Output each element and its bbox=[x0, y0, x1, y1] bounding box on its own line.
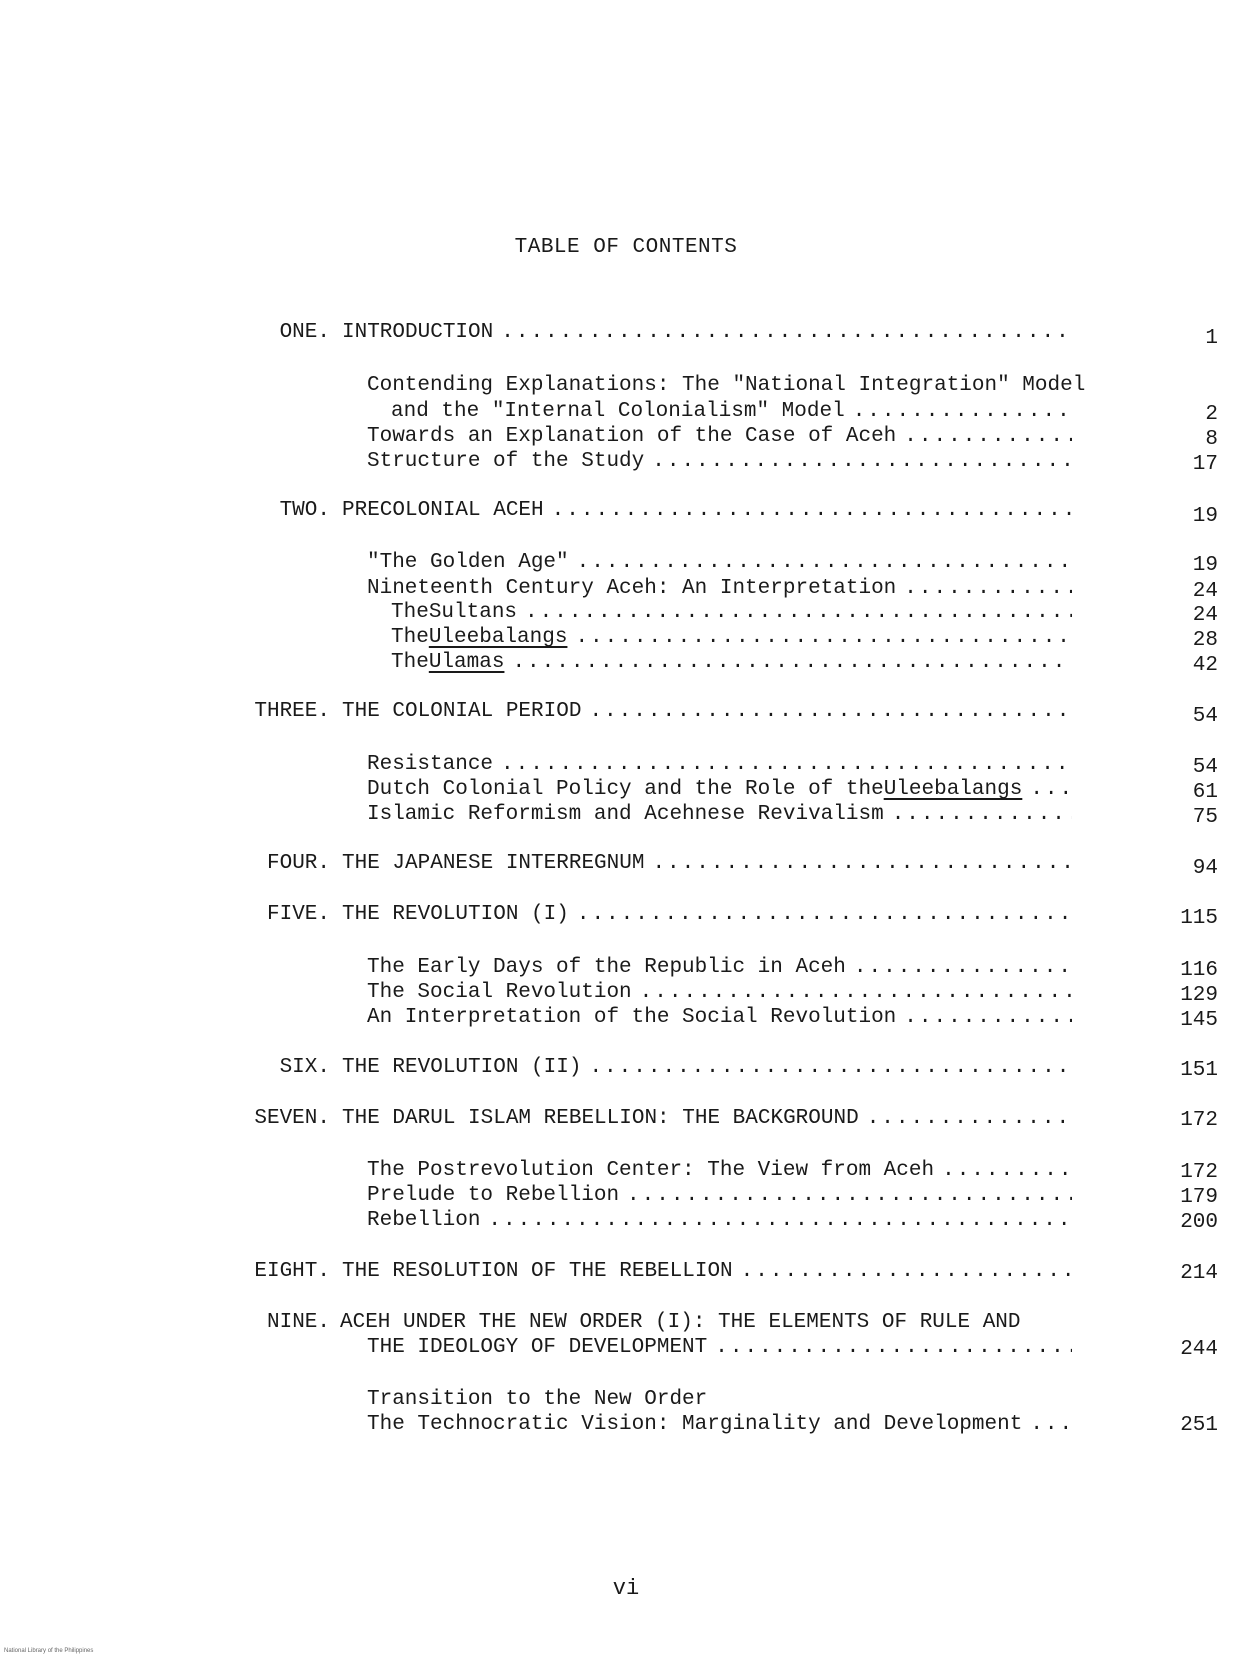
section-title: Contending Explanations: The "National Integration" Model bbox=[367, 374, 1086, 397]
leader-dots bbox=[904, 1005, 1072, 1031]
leader-dots bbox=[552, 498, 1072, 524]
chapter-title: INTRODUCTION bbox=[342, 321, 494, 344]
leader-dots bbox=[892, 802, 1072, 828]
page-number: 19 bbox=[1192, 554, 1218, 577]
chapter-number: EIGHT. bbox=[254, 1260, 330, 1283]
toc-entry-section[interactable] bbox=[367, 980, 1072, 1006]
page-number: 214 bbox=[1180, 1262, 1218, 1285]
leader-dots bbox=[488, 1208, 1072, 1234]
page-number: 28 bbox=[1192, 629, 1218, 652]
subsection-prefix: The bbox=[391, 626, 429, 649]
section-title: Nineteenth Century Aceh: An Interpretation bbox=[367, 577, 897, 600]
toc-entry-section[interactable] bbox=[367, 576, 1072, 602]
page-number: 172 bbox=[1180, 1161, 1218, 1184]
leader-dots bbox=[501, 320, 1072, 346]
section-title: Transition to the New Order bbox=[367, 1388, 708, 1411]
section-title: Resistance bbox=[367, 753, 494, 776]
chapter-number: THREE. bbox=[254, 700, 330, 723]
chapter-number: ONE. bbox=[279, 321, 330, 344]
toc-entry-section-continued[interactable] bbox=[391, 399, 1072, 425]
page-number: 42 bbox=[1192, 654, 1218, 677]
page-number: 61 bbox=[1192, 781, 1218, 804]
leader-dots bbox=[589, 1055, 1072, 1081]
chapter-number: FOUR. bbox=[266, 852, 330, 875]
toc-entry-subsection[interactable] bbox=[391, 625, 1072, 651]
toc-entry-section[interactable] bbox=[367, 373, 1087, 399]
subsection-title: Sultans bbox=[428, 601, 518, 624]
toc-entry-subsection[interactable] bbox=[391, 650, 1072, 676]
page-number: 116 bbox=[1180, 959, 1218, 982]
section-title: The Postrevolution Center: The View from Aceh bbox=[367, 1159, 935, 1182]
leader-dots bbox=[1030, 1412, 1072, 1438]
toc-entry-section[interactable] bbox=[367, 777, 1072, 803]
subsection-title: Ulamas bbox=[428, 651, 505, 674]
page-number: 172 bbox=[1180, 1109, 1218, 1132]
leader-dots bbox=[640, 980, 1072, 1006]
toc-entry-section[interactable] bbox=[367, 1005, 1072, 1031]
leader-dots bbox=[577, 550, 1072, 576]
page-number: 54 bbox=[1192, 705, 1218, 728]
toc-entry-chapter[interactable] bbox=[342, 1055, 1072, 1081]
page-number: 94 bbox=[1192, 857, 1218, 880]
chapter-number: NINE. bbox=[266, 1311, 330, 1334]
leader-dots bbox=[904, 576, 1072, 602]
page-number: 200 bbox=[1180, 1211, 1218, 1234]
page-number: 19 bbox=[1192, 505, 1218, 528]
section-title: An Interpretation of the Social Revolution bbox=[367, 1006, 897, 1029]
chapter-number: TWO. bbox=[279, 499, 330, 522]
leader-dots bbox=[652, 851, 1072, 877]
section-title: Structure of the Study bbox=[367, 450, 645, 473]
toc-entry-section[interactable] bbox=[367, 1412, 1072, 1438]
toc-title: TABLE OF CONTENTS bbox=[514, 236, 738, 259]
page-folio: vi bbox=[612, 1576, 640, 1601]
leader-dots bbox=[904, 424, 1072, 450]
chapter-title: THE REVOLUTION (II) bbox=[342, 1056, 582, 1079]
subsection-title: Uleebalangs bbox=[428, 626, 568, 649]
page-number: 17 bbox=[1192, 453, 1218, 476]
toc-entry-section[interactable] bbox=[367, 424, 1072, 450]
toc-entry-chapter[interactable] bbox=[342, 851, 1072, 877]
chapter-number: SEVEN. bbox=[254, 1107, 330, 1130]
toc-entry-section[interactable] bbox=[367, 752, 1072, 778]
subsection-prefix: The bbox=[391, 601, 429, 624]
page-number: 129 bbox=[1180, 984, 1218, 1007]
chapter-title: THE COLONIAL PERIOD bbox=[342, 700, 582, 723]
toc-entry-section[interactable] bbox=[367, 1183, 1072, 1209]
chapter-number: FIVE. bbox=[266, 903, 330, 926]
leader-dots bbox=[627, 1183, 1072, 1209]
section-title: The Social Revolution bbox=[367, 981, 632, 1004]
toc-entry-chapter[interactable] bbox=[342, 320, 1072, 346]
toc-entry-section[interactable] bbox=[367, 550, 1072, 576]
page-number: 2 bbox=[1205, 403, 1218, 426]
toc-entry-section[interactable] bbox=[367, 1208, 1072, 1234]
page-number: 24 bbox=[1192, 604, 1218, 627]
toc-entry-chapter[interactable] bbox=[340, 1310, 1080, 1336]
leader-dots bbox=[575, 625, 1072, 651]
page-number: 151 bbox=[1180, 1059, 1218, 1082]
chapter-title: THE REVOLUTION (I) bbox=[342, 903, 569, 926]
toc-entry-chapter[interactable] bbox=[342, 1259, 1072, 1285]
toc-entry-section[interactable] bbox=[367, 1158, 1072, 1184]
toc-entry-subsection[interactable] bbox=[391, 600, 1072, 626]
section-title: Uleebalangs bbox=[883, 778, 1023, 801]
section-title: "The Golden Age" bbox=[367, 551, 569, 574]
section-title: Rebellion bbox=[367, 1209, 481, 1232]
section-title: The Technocratic Vision: Marginality and Development bbox=[367, 1413, 1023, 1436]
section-title: and the "Internal Colonialism" Model bbox=[391, 400, 845, 423]
leader-dots bbox=[942, 1158, 1072, 1184]
leader-dots bbox=[741, 1259, 1072, 1285]
page-number: 1 bbox=[1205, 327, 1218, 350]
leader-dots bbox=[577, 902, 1072, 928]
toc-entry-chapter[interactable] bbox=[342, 498, 1072, 524]
chapter-title: PRECOLONIAL ACEH bbox=[342, 499, 544, 522]
chapter-title: THE IDEOLOGY OF DEVELOPMENT bbox=[367, 1336, 708, 1359]
chapter-title: THE JAPANESE INTERREGNUM bbox=[342, 852, 645, 875]
toc-entry-section[interactable] bbox=[367, 1387, 1072, 1413]
toc-entry-chapter[interactable] bbox=[342, 902, 1072, 928]
page-number: 145 bbox=[1180, 1009, 1218, 1032]
leader-dots bbox=[652, 449, 1072, 475]
page-number: 179 bbox=[1180, 1186, 1218, 1209]
toc-entry-chapter-continued[interactable] bbox=[367, 1335, 1072, 1361]
page-number: 54 bbox=[1192, 756, 1218, 779]
page-number: 24 bbox=[1192, 580, 1218, 603]
page-number: 115 bbox=[1180, 907, 1218, 930]
toc-entry-chapter[interactable] bbox=[342, 1106, 1072, 1132]
chapter-title: THE DARUL ISLAM REBELLION: THE BACKGROUND bbox=[342, 1107, 859, 1130]
toc-entry-chapter[interactable] bbox=[342, 699, 1072, 725]
leader-dots bbox=[1030, 777, 1072, 803]
section-title: Prelude to Rebellion bbox=[367, 1184, 620, 1207]
leader-dots bbox=[854, 955, 1072, 981]
leader-dots bbox=[589, 699, 1072, 725]
section-title: Towards an Explanation of the Case of Aceh bbox=[367, 425, 897, 448]
scan-footer-note: National Library of the Philippines bbox=[4, 1648, 94, 1654]
leader-dots bbox=[501, 752, 1072, 778]
page-number: 244 bbox=[1180, 1338, 1218, 1361]
leader-dots bbox=[867, 1106, 1072, 1132]
leader-dots bbox=[853, 399, 1072, 425]
chapter-number: SIX. bbox=[279, 1056, 330, 1079]
toc-entry-section[interactable] bbox=[367, 802, 1072, 828]
leader-dots bbox=[525, 600, 1072, 626]
chapter-title: ACEH UNDER THE NEW ORDER (I): THE ELEMENTS OF RULE AND bbox=[340, 1311, 1021, 1334]
leader-dots bbox=[715, 1335, 1072, 1361]
section-title: The Early Days of the Republic in Aceh bbox=[367, 956, 846, 979]
subsection-prefix: The bbox=[391, 651, 429, 674]
page-number: 251 bbox=[1180, 1414, 1218, 1437]
chapter-title: THE RESOLUTION OF THE REBELLION bbox=[342, 1260, 733, 1283]
leader-dots bbox=[512, 650, 1072, 676]
toc-entry-section[interactable] bbox=[367, 449, 1072, 475]
section-title: Islamic Reformism and Acehnese Revivalism bbox=[367, 803, 884, 826]
page-number: 8 bbox=[1205, 428, 1218, 451]
toc-entry-section[interactable] bbox=[367, 955, 1072, 981]
page-number: 75 bbox=[1192, 806, 1218, 829]
section-prefix: Dutch Colonial Policy and the Role of the bbox=[367, 778, 884, 801]
